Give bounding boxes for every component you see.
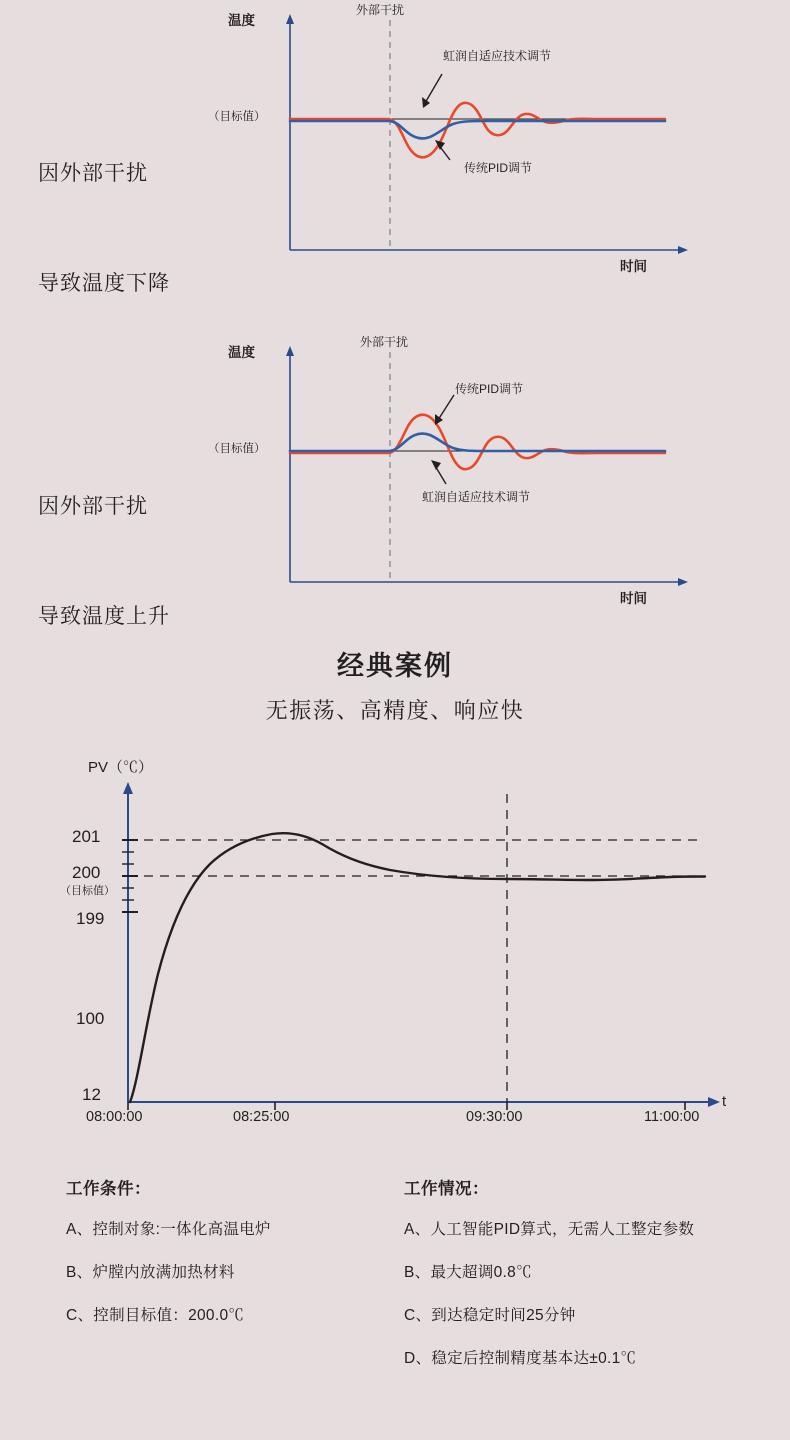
work-results-item-1: B、最大超调0.8℃ (404, 1264, 532, 1282)
case-subtitle: 无振荡、高精度、响应快 (265, 698, 525, 723)
pv-x-axis-label: t (722, 1093, 727, 1110)
section2-x-axis-label: 时间 (620, 591, 647, 606)
section1-target-label: （目标值） (208, 111, 266, 123)
work-results-block (404, 1178, 764, 1370)
section2-annotation-adaptive: 虹润自适应技术调节 (422, 490, 531, 504)
pv-xtick-1: 08:00:00 (86, 1109, 143, 1125)
pv-xtick-2: 08:25:00 (233, 1109, 290, 1125)
section1-annotation-pid: 传统PID调节 (464, 161, 533, 175)
work-conditions-item-2: C、控制目标值：200.0℃ (66, 1307, 245, 1325)
section1-chart (210, 0, 710, 285)
section2-svg (210, 332, 710, 617)
work-results-item-3: D、稳定后控制精度基本达±0.1℃ (404, 1350, 637, 1368)
section1-annotation-adaptive: 虹润自适应技术调节 (443, 49, 552, 63)
section1-caption-line2: 导致温度下降 (38, 271, 170, 295)
section2-caption-line2: 导致温度上升 (38, 604, 170, 628)
work-results-item-2: C、到达稳定时间25分钟 (404, 1307, 576, 1325)
work-conditions-block (66, 1178, 396, 1327)
section2-y-axis-label: 温度 (228, 345, 255, 360)
pv-ytick-199: 199 (76, 909, 105, 928)
section1-x-axis-label: 时间 (620, 259, 647, 274)
pv-chart-svg (60, 752, 750, 1152)
pv-xtick-4: 11:00:00 (644, 1109, 700, 1125)
pv-ytick-100: 100 (76, 1009, 105, 1028)
section2-disturbance-label: 外部干扰 (360, 335, 409, 349)
section1-svg (210, 0, 710, 285)
pv-xtick-3: 09:30:00 (466, 1109, 523, 1125)
section1-caption (38, 82, 170, 376)
pv-chart (60, 752, 750, 1152)
work-conditions-item-0: A、控制对象:一体化高温电炉 (66, 1221, 271, 1239)
work-conditions-heading: 工作条件： (66, 1180, 151, 1198)
section2-target-label: （目标值） (208, 443, 266, 455)
work-conditions-item-1: B、炉膛内放满加热材料 (66, 1264, 235, 1282)
pv-ytick-12: 12 (82, 1085, 101, 1104)
pv-y-axis-label: PV（℃） (88, 759, 154, 776)
work-results-heading: 工作情况： (404, 1180, 489, 1198)
work-results-item-0: A、人工智能PID算式，无需人工整定参数 (404, 1221, 695, 1239)
section1-caption-line1: 因外部干扰 (38, 161, 148, 185)
pv-ytick-200: 200 (72, 863, 101, 882)
section1-disturbance-label: 外部干扰 (356, 3, 405, 17)
pv-ytick-201: 201 (72, 827, 101, 846)
section1-y-axis-label: 温度 (228, 13, 255, 28)
section2-chart (210, 332, 710, 617)
case-title: 经典案例 (337, 651, 453, 681)
pv-ytick-target-sub: （目标值） (60, 885, 115, 897)
section2-annotation-pid: 传统PID调节 (455, 382, 524, 396)
section2-caption-line1: 因外部干扰 (38, 494, 148, 518)
